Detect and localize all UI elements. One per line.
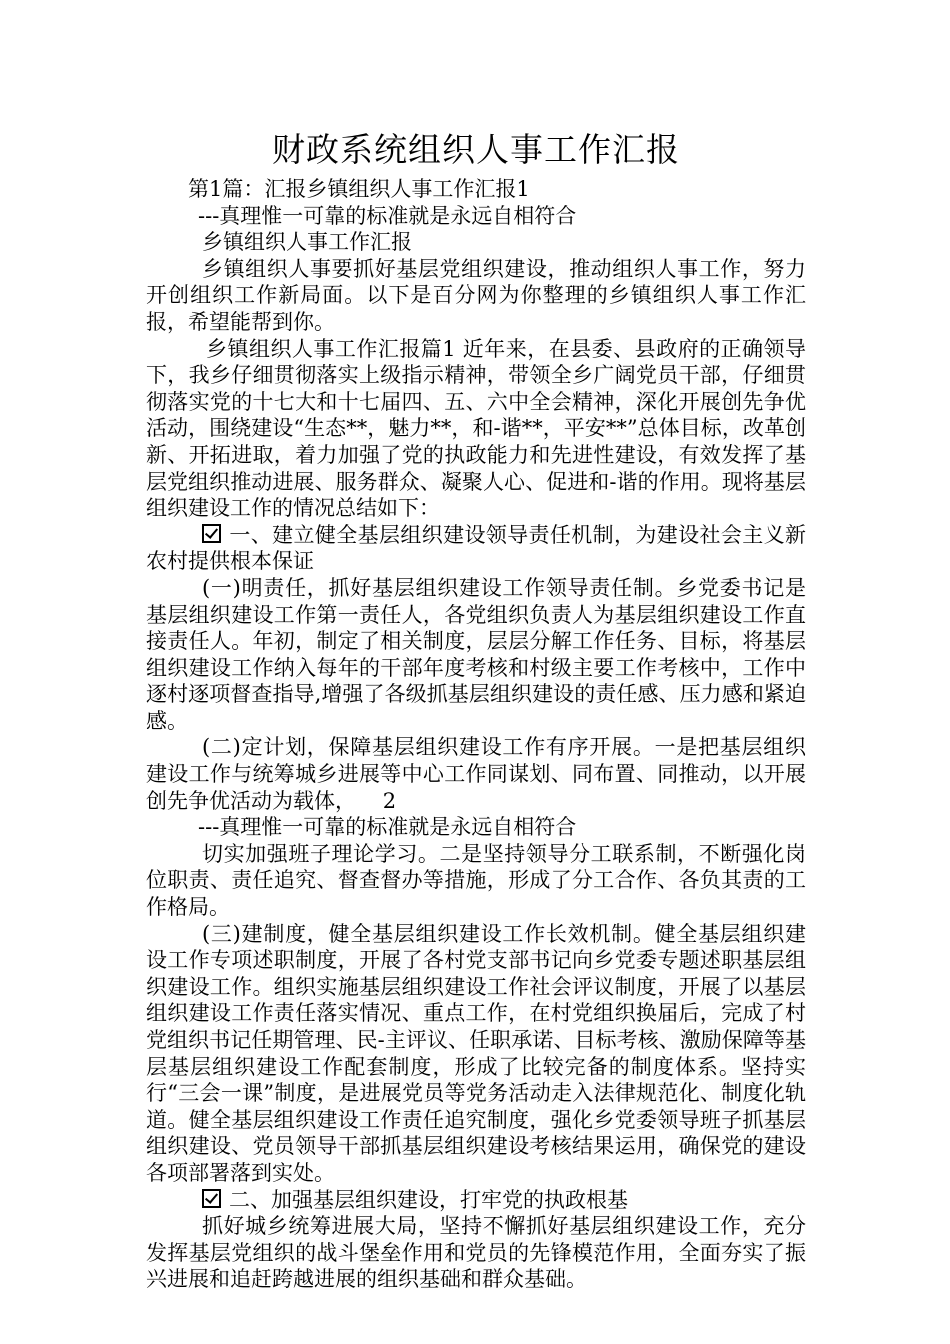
chapter-subtitle: 第1篇：汇报乡镇组织人事工作汇报1	[188, 177, 530, 201]
document-title: 财政系统组织人事工作汇报	[272, 130, 680, 169]
item-2	[146, 734, 806, 814]
section-2-text: 二、加强基层组织建设，打牢党的执政根基	[229, 1187, 628, 1212]
page-number: 2	[382, 788, 397, 813]
item-3: (三)建制度，健全基层组织建设工作长效机制。健全基层组织建设工作专项述职制度，开展了各村党支部书记向乡党委专题述职基层组织建设工作。组织实施基层组织建设工作社会评议制度，开展了以基层组织建设工作责任落实情况、重点工作，在村党组织换届后，完成了村党组织书记任期管理、民-主评议、任职承诺、目标考核、激励保障等基层基层组织建设工作配套制度，形成了比较完备的制度体系。坚持实行“三会一课”制度，是进展党员等党务活动走入法律规范化、制度化轨道。健全基层组织建设工作责任追究制度，强化乡党委领导班子抓基层组织建设、党员领导干部抓基层组织建设考核结果运用，确保党的建设各项部署落到实处。	[146, 921, 806, 1185]
item-2-continued: 切实加强班子理论学习。二是坚持领导分工联系制，不断强化岗位职责、责任追究、督查督办等措施，形成了分工合作、各负其责的工作格局。	[146, 841, 806, 920]
item-2-text: (二)定计划，保障基层组织建设工作有序开展。一是把基层组织建设工作与统筹城乡进展等中心工作同谋划、同布置、同推动，以开展创先争优活动为载体，	[146, 735, 806, 813]
section-2	[146, 1187, 806, 1214]
section-heading: 乡镇组织人事工作汇报	[202, 230, 412, 255]
paragraph-last: 抓好城乡统筹进展大局，坚持不懈抓好基层组织建设工作，充分发挥基层党组织的战斗堡垒作用和党员的先锋模范作用，全面夯实了振兴进展和追赶跨越进展的组织基础和群众基础。	[146, 1214, 806, 1292]
section-1	[146, 522, 806, 575]
section-1-text: 一、建立健全基层组织建设领导责任机制，为建设社会主义新农村提供根本保证	[146, 522, 806, 574]
checkbox-icon	[202, 1189, 221, 1208]
paragraph-1: 乡镇组织人事工作汇报篇1 近年来，在县委、县政府的正确领导下，我乡仔细贯彻落实上级指示精神，带领全乡广阔党员干部，仔细贯彻落实党的十七大和十七届四、五、六中全会精神，深化开展创先争优活动，围绕建设“生态**，魅力**，和-谐**，平安**”总体目标，改革创新、开拓进取，着力加强了党的执政能力和先进性建设，有效发挥了基层党组织推动进展、服务群众、凝聚人心、促进和-谐的作用。现将基层组织建设工作的情况总结如下：	[146, 336, 806, 521]
item-1: (一)明责任，抓好基层组织建设工作领导责任制。乡党委书记是基层组织建设工作第一责任人，各党组织负责人为基层组织建设工作直接责任人。年初，制定了相关制度，层层分解工作任务、目标，将基层组织建设工作纳入每年的干部年度考核和村级主要工作考核中，工作中逐村逐项督查指导,增强了各级抓基层组织建设的责任感、压力感和紧迫感。	[146, 575, 806, 733]
intro-paragraph: 乡镇组织人事要抓好基层党组织建设，推动组织人事工作，努力开创组织工作新局面。以下是百分网为你整理的乡镇组织人事工作汇报，希望能帮到你。	[146, 256, 806, 334]
document-page	[146, 128, 806, 1293]
motto-line: ---真理惟一可靠的标准就是永远自相符合	[198, 203, 577, 228]
checkbox-icon	[202, 524, 221, 543]
motto-line-2: ---真理惟一可靠的标准就是永远自相符合	[198, 815, 577, 840]
